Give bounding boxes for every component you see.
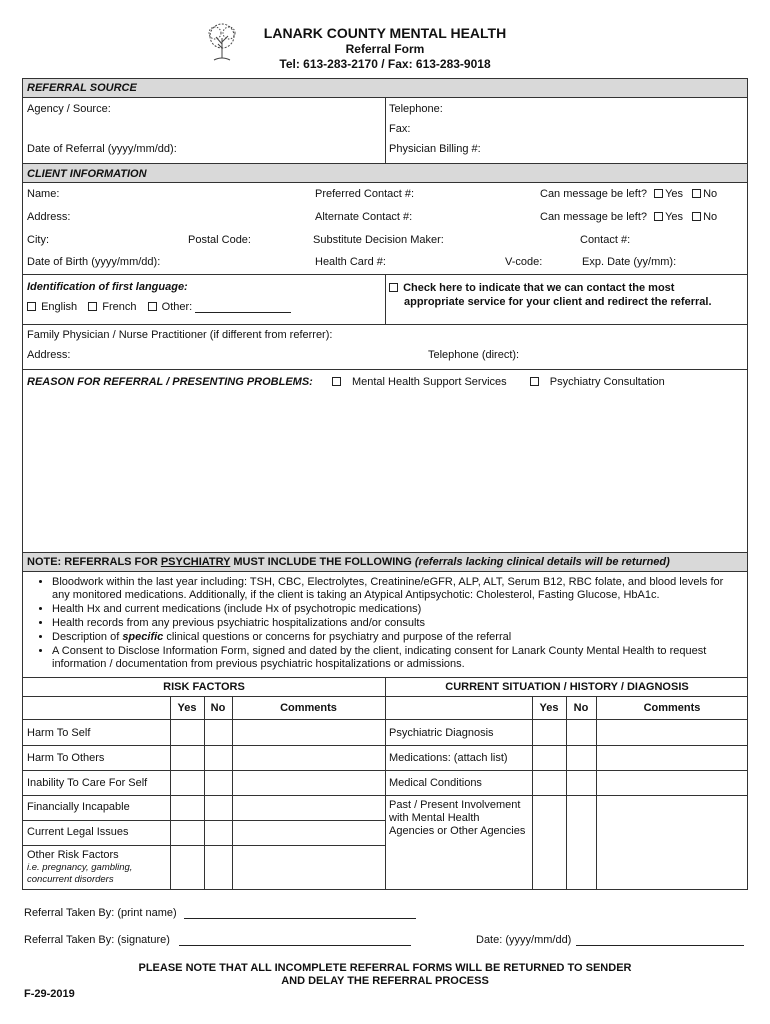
risk-row-other <box>27 849 132 885</box>
preferred-contact-field[interactable]: Preferred Contact #: <box>315 188 415 200</box>
exp-date-field[interactable]: Exp. Date (yy/mm): <box>582 256 677 268</box>
health-card-field[interactable]: Health Card #: <box>315 256 386 268</box>
language-heading: Identification of first language: <box>27 281 188 293</box>
taken-by-sig-label: Referral Taken By: (signature) <box>24 934 170 946</box>
situation-row-medications: Medications: (attach list) <box>389 752 508 764</box>
other-label: Other: <box>161 301 193 313</box>
french-label: French <box>102 301 137 313</box>
taken-by-print-input[interactable] <box>184 908 416 919</box>
dob-field[interactable]: Date of Birth (yyyy/mm/dd): <box>27 256 161 268</box>
contact-service-check <box>389 281 712 309</box>
requirement-description: • Description of specific clinical questions or concerns for psychiatry and purpose of the referral <box>52 631 738 644</box>
physician-telephone-field[interactable]: Telephone (direct): <box>428 349 520 361</box>
form-code: F-29-2019 <box>24 988 75 1000</box>
date-input[interactable] <box>576 935 744 946</box>
form-contact: Tel: 613-283-2170 / Fax: 613-283-9018 <box>279 57 491 71</box>
situation-no-header: No <box>573 702 589 714</box>
incomplete-notice-1: PLEASE NOTE THAT ALL INCOMPLETE REFERRAL FORMS WILL BE RETURNED TO SENDER <box>138 962 632 974</box>
yes-label-1: Yes <box>665 188 684 200</box>
situation-row-medical: Medical Conditions <box>389 777 482 789</box>
yes-label-2: Yes <box>665 211 684 223</box>
postal-code-field[interactable]: Postal Code: <box>188 234 251 246</box>
risk-comments-header: Comments <box>280 702 337 714</box>
psychiatry-note-heading <box>27 556 670 568</box>
message-question-1: Can message be left? <box>540 188 648 200</box>
requirement-health-hx: • Health Hx and current medications (include Hx of psychotropic medications) <box>52 603 738 616</box>
city-field[interactable]: City: <box>27 234 49 246</box>
fax-field[interactable]: Fax: <box>389 123 411 135</box>
risk-yes-header: Yes <box>177 702 197 714</box>
note-prefix: NOTE: REFERRALS FOR <box>27 556 161 568</box>
sdm-field[interactable]: Substitute Decision Maker: <box>313 234 444 246</box>
risk-row-harm-others: Harm To Others <box>27 752 105 764</box>
client-name-field[interactable]: Name: <box>27 188 60 200</box>
contact-service-line1: Check here to indicate that we can contact the most <box>403 282 675 294</box>
form-title: LANARK COUNTY MENTAL HEALTH <box>263 25 507 41</box>
involvement-line3: Agencies or Other Agencies <box>389 825 526 837</box>
risk-factors-heading: RISK FACTORS <box>163 681 245 693</box>
no-label-2: No <box>703 211 718 223</box>
contact-service-checkbox[interactable] <box>389 283 398 292</box>
other-risk-example-1: i.e. pregnancy, gambling, <box>27 862 133 873</box>
reason-row <box>27 376 665 388</box>
language-options <box>27 301 291 313</box>
requirement-records: • Health records from any previous psychiatric hospitalizations and/or consults <box>52 617 738 630</box>
reason-heading: REASON FOR REFERRAL / PRESENTING PROBLEMS: <box>27 376 313 388</box>
requirement-consent: • A Consent to Disclose Information Form, signed and dated by the client, indicating consent for Lanark County Mental Health to request information / documentation from previous psychiatric hospitalizations or admissions. <box>52 645 738 671</box>
vcode-field[interactable]: V-code: <box>505 256 543 268</box>
physician-address-field[interactable]: Address: <box>27 349 71 361</box>
note-suffix: (referrals lacking clinical details will be returned) <box>414 556 670 568</box>
no-checkbox-2[interactable] <box>692 212 701 221</box>
referral-date-field[interactable]: Date of Referral (yyyy/mm/dd): <box>27 143 177 155</box>
risk-row-legal: Current Legal Issues <box>27 826 129 838</box>
no-label-1: No <box>703 188 718 200</box>
yes-checkbox-1[interactable] <box>654 189 663 198</box>
message-left-1 <box>540 188 717 200</box>
current-situation-heading: CURRENT SITUATION / HISTORY / DIAGNOSIS <box>445 681 689 693</box>
contact-service-line2: appropriate service for your client and redirect the referral. <box>404 296 712 308</box>
taken-by-print-label: Referral Taken By: (print name) <box>24 907 177 919</box>
mhss-label: Mental Health Support Services <box>351 376 507 388</box>
english-label: English <box>41 301 78 313</box>
risk-row-financial: Financially Incapable <box>27 801 130 813</box>
sdm-contact-field[interactable]: Contact #: <box>580 234 631 246</box>
involvement-line1: Past / Present Involvement <box>389 799 521 811</box>
form-subtitle: Referral Form <box>345 42 425 56</box>
taken-by-sig-input[interactable] <box>179 935 411 946</box>
french-checkbox[interactable] <box>88 302 97 311</box>
psychiatry-requirements-list <box>38 576 738 672</box>
taken-by-print-row <box>24 907 416 919</box>
risk-no-header: No <box>210 702 226 714</box>
reason-textarea[interactable] <box>23 392 747 552</box>
alternate-contact-field[interactable]: Alternate Contact #: <box>315 211 413 223</box>
english-checkbox[interactable] <box>27 302 36 311</box>
message-left-2 <box>540 211 717 223</box>
other-language-input[interactable] <box>195 302 291 313</box>
note-keyword: PSYCHIATRY <box>160 556 231 568</box>
message-question-2: Can message be left? <box>540 211 648 223</box>
incomplete-notice-2: AND DELAY THE REFERRAL PROCESS <box>281 975 489 987</box>
referral-source-heading: REFERRAL SOURCE <box>27 82 137 94</box>
requirement-bloodwork: • Bloodwork within the last year including: TSH, CBC, Electrolytes, Creatinine/eGFR, ALP, ALT, Serum B12, RBC folate, and blood levels for any monitored medications. Additionally, if the client is taking an Atypical Antipsychotic: Cholesterol, Fasting Glucose, HbA1c. <box>52 576 738 602</box>
date-label: Date: (yyyy/mm/dd) <box>476 934 572 946</box>
taken-by-sig-row <box>24 934 411 946</box>
other-checkbox[interactable] <box>148 302 157 311</box>
mhss-checkbox[interactable] <box>332 377 341 386</box>
situation-row-involvement <box>389 799 525 838</box>
psychiatry-label: Psychiatry Consultation <box>549 376 665 388</box>
no-checkbox-1[interactable] <box>692 189 701 198</box>
billing-field[interactable]: Physician Billing #: <box>389 143 481 155</box>
psychiatry-checkbox[interactable] <box>530 377 539 386</box>
situation-yes-header: Yes <box>539 702 559 714</box>
other-risk-example-2: concurrent disorders <box>27 874 114 885</box>
client-address-field[interactable]: Address: <box>27 211 71 223</box>
agency-field[interactable]: Agency / Source: <box>27 103 111 115</box>
yes-checkbox-2[interactable] <box>654 212 663 221</box>
note-middle: MUST INCLUDE THE FOLLOWING <box>230 556 415 568</box>
involvement-line2: with Mental Health <box>389 812 480 824</box>
situation-comments-header: Comments <box>643 702 701 714</box>
risk-row-inability: Inability To Care For Self <box>27 777 148 789</box>
telephone-field[interactable]: Telephone: <box>389 103 443 115</box>
client-info-heading: CLIENT INFORMATION <box>27 168 147 180</box>
date-row <box>476 934 744 946</box>
risk-row-harm-self: Harm To Self <box>27 727 91 739</box>
other-risk-label: Other Risk Factors <box>27 849 119 861</box>
family-physician-field[interactable]: Family Physician / Nurse Practitioner (if different from referrer): <box>27 329 333 341</box>
situation-row-diagnosis: Psychiatric Diagnosis <box>389 727 494 739</box>
